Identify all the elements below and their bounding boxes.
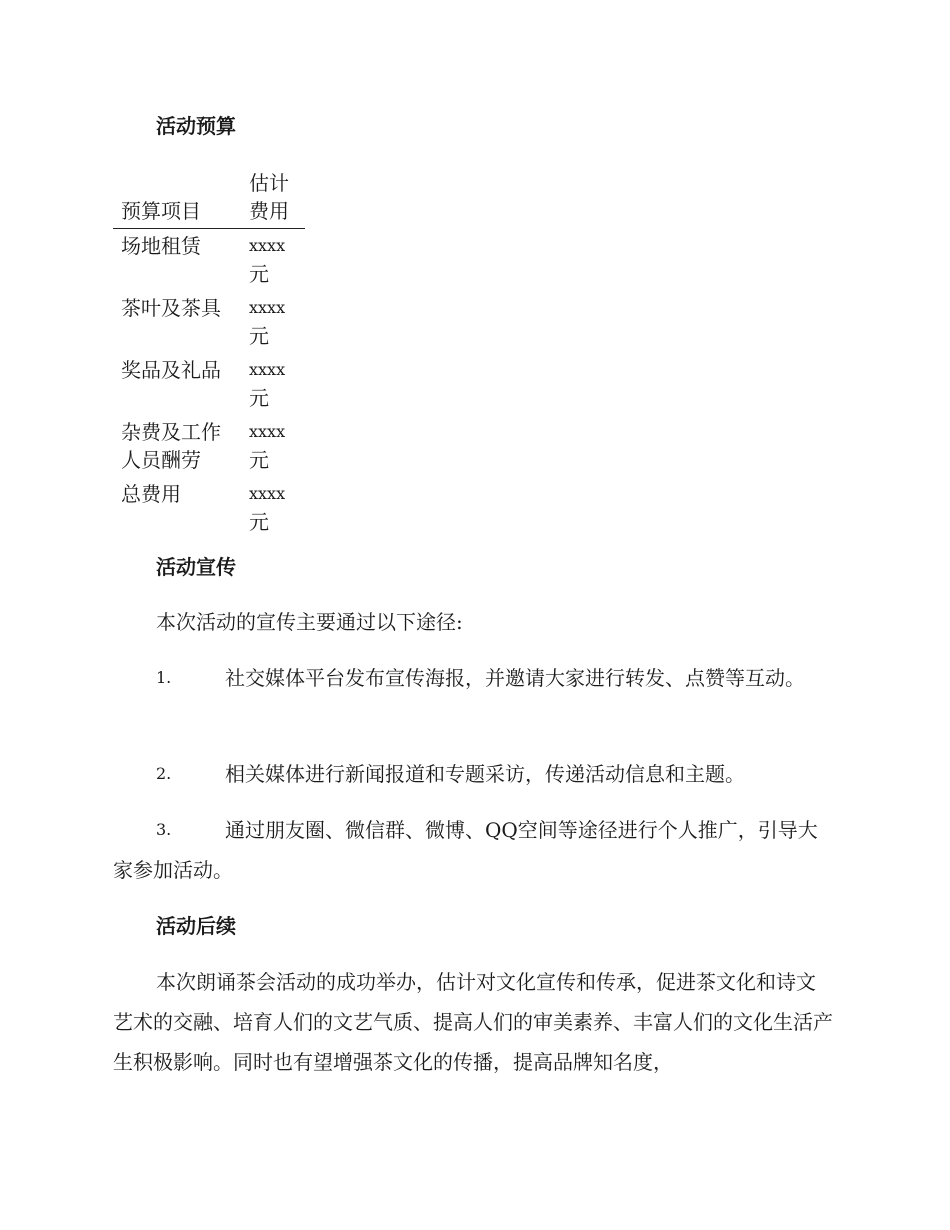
list-text: 通过朋友圈、微信群、微博、QQ空间等途径进行个人推广，引导大家参加活动。 (113, 818, 818, 882)
row-cost (249, 232, 301, 288)
table-row (113, 291, 305, 353)
list-number: 2. (156, 764, 172, 783)
row-cost (249, 480, 301, 536)
promotion-heading: 活动宣传 (156, 555, 236, 579)
row-amount: xxxx (249, 484, 286, 503)
row-unit: 元 (249, 510, 269, 534)
row-unit: 元 (249, 262, 269, 286)
list-item (113, 754, 833, 794)
table-row (113, 353, 305, 415)
list-number: 3. (156, 820, 172, 839)
row-amount: xxxx (249, 360, 286, 379)
followup-paragraph: 本次朗诵茶会活动的成功举办，估计对文化宣传和传承，促进茶文化和诗文艺术的交融、培育人们的文艺气质、提高人们的审美素养、丰富人们的文化生活产生积极影响。同时也有望增强茶文化的传播，提高品牌知名度， (113, 970, 833, 1074)
list-text: 相关媒体进行新闻报道和专题采访，传递活动信息和主题。 (225, 762, 745, 786)
followup-heading: 活动后续 (156, 914, 236, 938)
table-row (113, 415, 305, 477)
row-item: 杂费及工作人员酬劳 (121, 420, 221, 472)
row-unit: 元 (249, 386, 269, 410)
row-item: 场地租赁 (121, 234, 201, 258)
row-amount: xxxx (249, 298, 286, 317)
row-item: 奖品及礼品 (121, 358, 221, 382)
row-cost (249, 294, 301, 350)
header-cost: 估计费用 (249, 171, 289, 223)
budget-table (113, 168, 305, 539)
row-unit: 元 (249, 448, 269, 472)
table-row (113, 477, 305, 539)
list-item (113, 658, 833, 698)
list-text: 社交媒体平台发布宣传海报，并邀请大家进行转发、点赞等互动。 (225, 666, 805, 690)
list-number: 1. (156, 668, 172, 687)
row-item: 总费用 (121, 482, 181, 506)
header-item: 预算项目 (121, 199, 201, 223)
row-cost (249, 418, 301, 474)
row-amount: xxxx (249, 236, 286, 255)
row-item: 茶叶及茶具 (121, 296, 221, 320)
budget-heading: 活动预算 (156, 114, 236, 138)
row-amount: xxxx (249, 422, 286, 441)
row-cost (249, 356, 301, 412)
list-item (113, 810, 833, 890)
table-header (113, 168, 305, 229)
row-unit: 元 (249, 324, 269, 348)
promotion-intro: 本次活动的宣传主要通过以下途径: (156, 610, 463, 634)
table-row (113, 229, 305, 291)
